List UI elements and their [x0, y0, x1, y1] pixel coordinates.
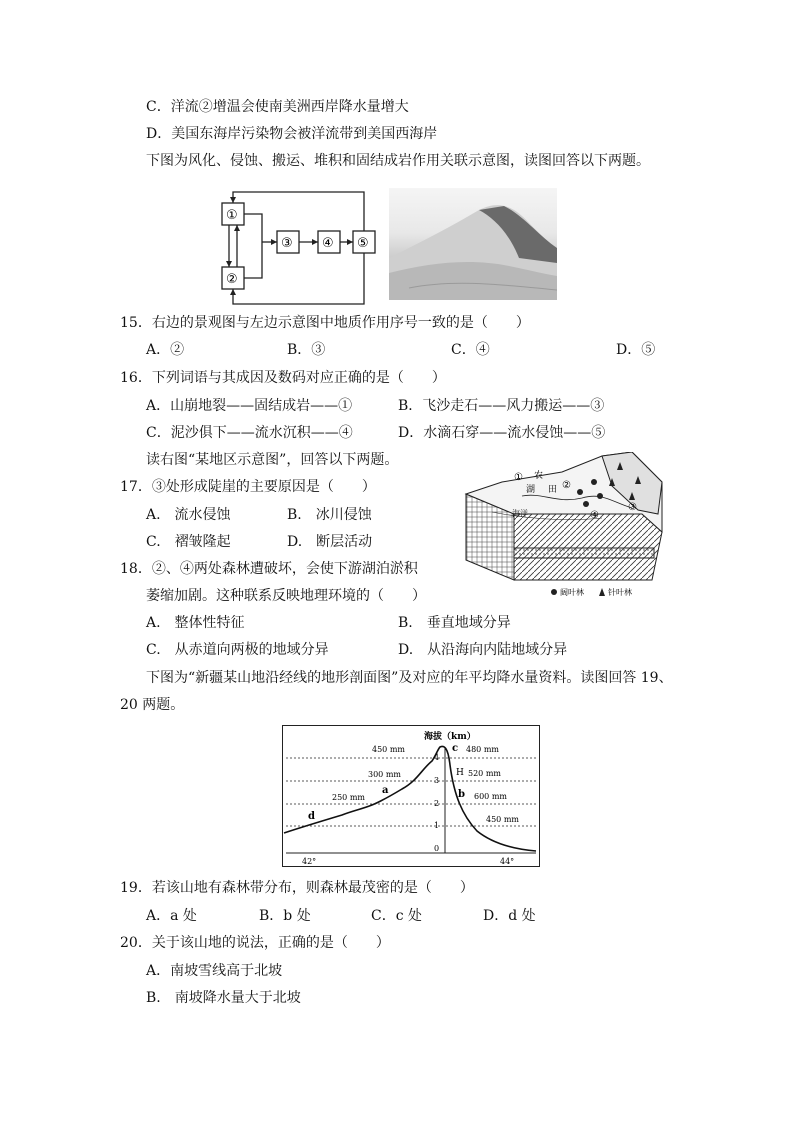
- q20-option-a: A．南坡雪线高于北坡: [146, 963, 283, 979]
- tick-0: 0: [434, 844, 440, 853]
- q16-option-d: D．水滴石穿——流水侵蚀——⑤: [398, 425, 606, 441]
- point-h: H: [456, 768, 464, 778]
- q16-option-a: A．山崩地裂——固结成岩——①: [146, 398, 353, 414]
- map-label-field: 田: [548, 485, 558, 495]
- map-label-3: ③: [628, 502, 637, 513]
- question-15: 15．右边的景观图与左边示意图中地质作用序号一致的是（ ）: [120, 315, 530, 331]
- map-label-lake: 湖: [526, 485, 536, 495]
- precip-480: 480 mm: [466, 745, 499, 754]
- intro-region-map: 读右图“某地区示意图”，回答以下两题。: [146, 452, 399, 468]
- point-b: b: [458, 789, 465, 800]
- geologic-process-flow-diagram: [200, 186, 380, 306]
- region-block-diagram: [462, 452, 672, 600]
- question-16: 16．下列词语与其成因及数码对应正确的是（ ）: [120, 370, 446, 386]
- flow-node-2: ②: [226, 272, 238, 287]
- option-d-pollution: D．美国东海岸污染物会被洋流带到美国西海岸: [146, 126, 438, 142]
- map-label-1: ①: [514, 472, 523, 483]
- map-label-farm: 农: [534, 471, 544, 481]
- tick-3: 3: [434, 776, 440, 785]
- question-20: 20．关于该山地的说法，正确的是（ ）: [120, 935, 390, 951]
- q20-option-b: B. 南坡降水量大于北坡: [146, 990, 301, 1006]
- question-17: 17．③处形成陡崖的主要原因是（ ）: [120, 479, 376, 495]
- flow-node-5: ⑤: [357, 236, 369, 251]
- point-d: d: [308, 811, 315, 822]
- q19-option-c: C．c 处: [371, 908, 423, 924]
- intro-xinjiang-profile-continued: 20 两题。: [120, 697, 185, 713]
- q16-option-b: B．飞沙走石——风力搬运——③: [398, 398, 605, 414]
- lat-44: 44°: [500, 857, 515, 866]
- q18-option-d: D. 从沿海向内陆地域分异: [398, 642, 568, 658]
- q16-option-c: C．泥沙俱下——流水沉积——④: [146, 425, 353, 441]
- tick-4: 4: [434, 753, 440, 762]
- tick-2: 2: [434, 799, 440, 808]
- q19-option-b: B．b 处: [259, 908, 311, 924]
- q15-option-b: B．③: [287, 342, 326, 358]
- q18-option-b: B. 垂直地域分异: [398, 615, 511, 631]
- q19-option-d: D．d 处: [483, 908, 536, 924]
- precip-250: 250 mm: [332, 793, 365, 802]
- point-a: a: [382, 785, 389, 796]
- precip-300: 300 mm: [368, 770, 401, 779]
- q17-option-a: A. 流水侵蚀: [146, 507, 231, 523]
- legend-broadleaf: 阔叶林: [560, 588, 584, 597]
- question-18: 18．②、④两处森林遭破坏，会使下游湖泊淤积: [120, 561, 418, 577]
- q18-option-c: C. 从赤道向两极的地域分异: [146, 642, 329, 658]
- precip-450-right: 450 mm: [486, 815, 519, 824]
- map-label-4: ④: [590, 510, 599, 521]
- sand-dune-photo: [389, 188, 557, 300]
- q17-option-b: B. 冰川侵蚀: [287, 507, 372, 523]
- q17-option-c: C. 褶皱隆起: [146, 534, 231, 550]
- flow-node-4: ④: [322, 236, 334, 251]
- question-18-continued: 萎缩加剧。这种联系反映地理环境的（ ）: [146, 588, 426, 604]
- terrain-profile-diagram: [282, 725, 540, 867]
- flow-node-1: ①: [226, 208, 238, 223]
- option-c-ocean-current: C．洋流②增温会使南美洲西岸降水量增大: [146, 99, 409, 115]
- legend-conifer: 针叶林: [608, 588, 632, 597]
- q15-option-d: D．⑤: [616, 342, 656, 358]
- profile-title: 海拔（km）: [424, 732, 476, 742]
- q17-option-d: D. 断层活动: [287, 534, 373, 550]
- map-label-2: ②: [562, 480, 571, 491]
- intro-rock-cycle: 下图为风化、侵蚀、搬运、堆积和固结成岩作用关联示意图，读图回答以下两题。: [146, 153, 650, 169]
- q15-option-a: A．②: [146, 342, 185, 358]
- point-c: c: [452, 743, 459, 754]
- precip-600: 600 mm: [474, 792, 507, 801]
- q15-option-c: C．④: [451, 342, 490, 358]
- intro-xinjiang-profile: 下图为“新疆某山地沿经线的地形剖面图”及对应的年平均降水量资料。读图回答 19、: [146, 670, 673, 686]
- question-19: 19．若该山地有森林带分布，则森林最茂密的是（ ）: [120, 880, 474, 896]
- q18-option-a: A. 整体性特征: [146, 615, 245, 631]
- lat-42: 42°: [302, 857, 317, 866]
- flow-node-3: ③: [281, 236, 293, 251]
- precip-450-left: 450 mm: [372, 745, 405, 754]
- q19-option-a: A．a 处: [146, 908, 197, 924]
- map-label-sea: 海洋: [512, 509, 528, 518]
- precip-520: 520 mm: [468, 769, 501, 778]
- tick-1: 1: [434, 821, 440, 830]
